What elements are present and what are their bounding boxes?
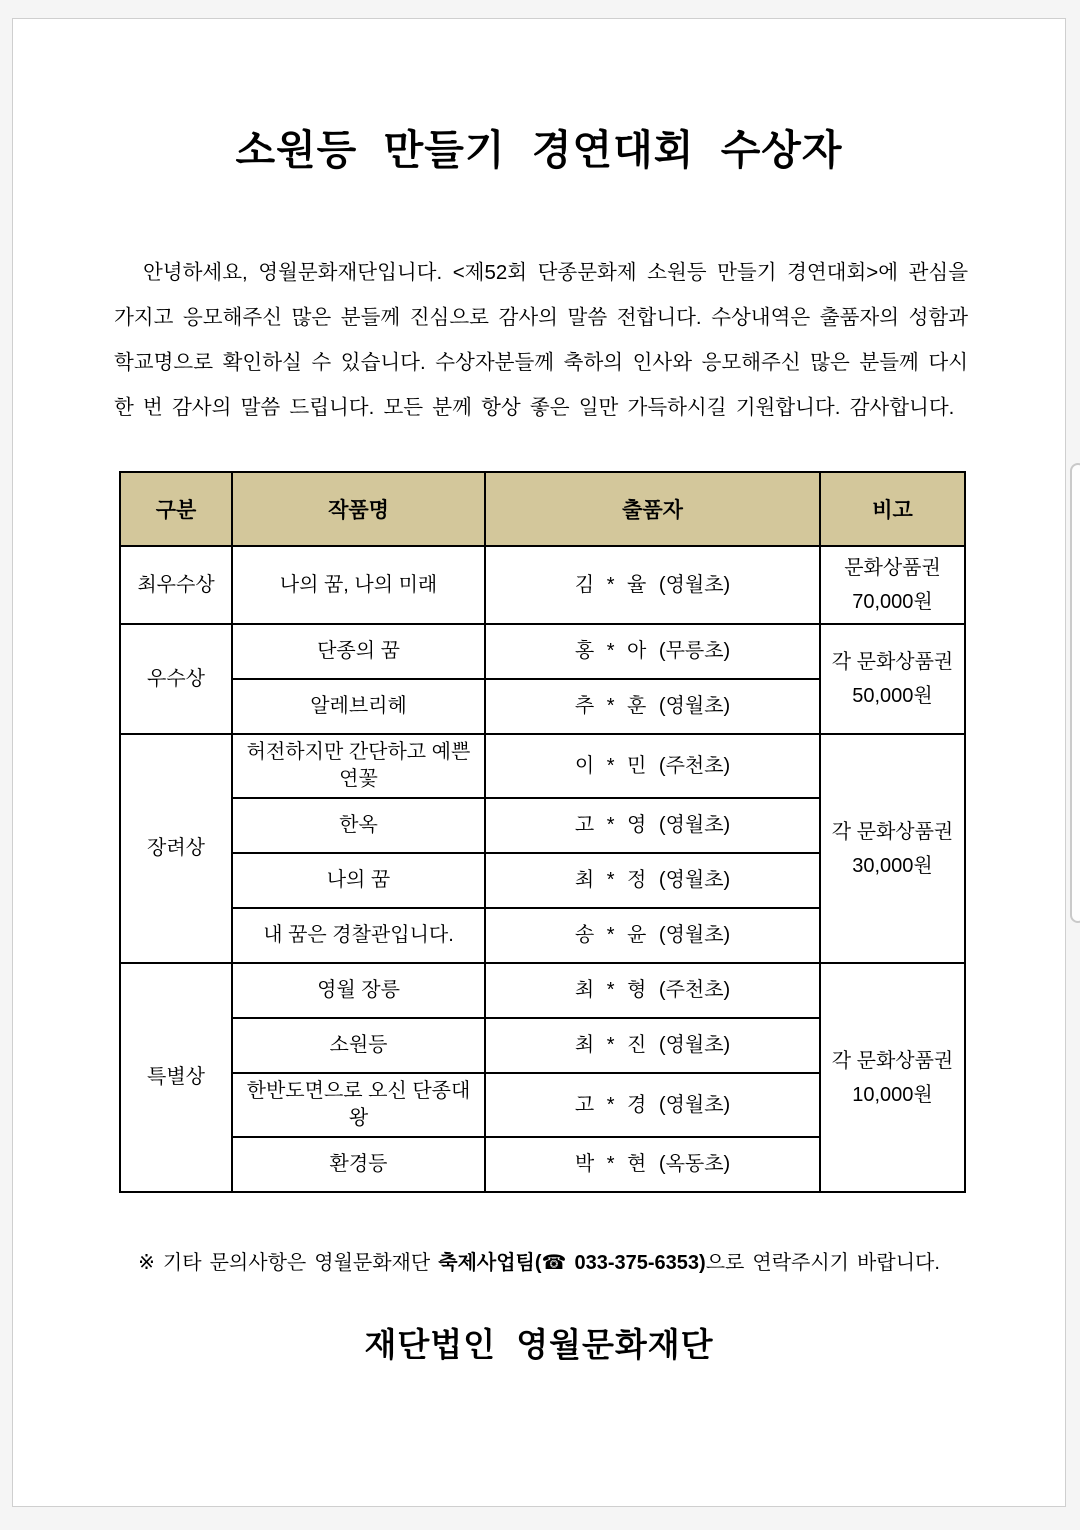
- note-suffix: 으로 연락주시기 바랍니다.: [705, 1252, 940, 1274]
- prize-line: 10,000원: [852, 1083, 933, 1106]
- work-cell: 영월 장릉: [232, 963, 485, 1018]
- entrant-cell: 김 * 율 (영월초): [485, 546, 820, 624]
- work-cell: 소원등: [232, 1018, 485, 1073]
- category-cell: 우수상: [120, 624, 232, 734]
- prize-line: 70,000원: [852, 591, 933, 613]
- entrant-cell: 고 * 영 (영월초): [485, 798, 820, 853]
- organization-name: 재단법인 영월문화재단: [364, 1326, 714, 1363]
- category-cell: 최우수상: [120, 546, 232, 624]
- entrant-cell: 최 * 진 (영월초): [485, 1018, 820, 1073]
- work-cell: 한옥: [232, 798, 485, 853]
- column-header: 비고: [820, 472, 965, 546]
- entrant-cell: 최 * 형 (주천초): [485, 963, 820, 1018]
- work-cell: 내 꿈은 경찰관입니다.: [232, 908, 485, 963]
- intro-paragraph: 안녕하세요, 영월문화재단입니다. <제52회 단종문화제 소원등 만들기 경연대회>에 관심을 가지고 응모해주신 많은 분들께 진심으로 감사의 말씀 전합니다. 수상내역은 출품자의 성함과 학교명으로 확인하실 수 있습니다. 수상자분들께 축하의 인사와 응모해주신 많은 분들께 다시 한 번 감사의 말씀 드립니다. 모든 분께 항상 좋은 일만 가득하시길 기원합니다. 감사합니다.: [114, 261, 968, 419]
- work-cell: 허전하지만 간단하고 예쁜 연꽃: [232, 734, 485, 798]
- prize-line: 각 문화상품권: [831, 651, 954, 673]
- table-head: [120, 472, 965, 546]
- column-header: 구분: [120, 472, 232, 546]
- entrant-cell: 홍 * 아 (무릉초): [485, 624, 820, 679]
- note-contact-bold: 축제사업팀(☎ 033-375-6353): [438, 1252, 706, 1274]
- prize-cell: [820, 546, 965, 624]
- entrant-cell: 추 * 훈 (영월초): [485, 679, 820, 734]
- prize-cell: [820, 734, 965, 963]
- prize-line: 각 문화상품권: [831, 820, 954, 843]
- entrant-cell: 최 * 정 (영월초): [485, 853, 820, 908]
- entrant-cell: 이 * 민 (주천초): [485, 734, 820, 798]
- prize-line: 50,000원: [852, 685, 933, 707]
- entrant-cell: 고 * 경 (영월초): [485, 1073, 820, 1137]
- table-row: [120, 963, 965, 1018]
- prize-line: 30,000원: [852, 854, 933, 877]
- document-page: [12, 18, 1066, 1507]
- header-row: [120, 472, 965, 546]
- table-row: [120, 546, 965, 624]
- scrollbar-track[interactable]: [1066, 0, 1080, 1530]
- work-cell: 나의 꿈: [232, 853, 485, 908]
- column-header: 출품자: [485, 472, 820, 546]
- work-cell: 환경등: [232, 1137, 485, 1192]
- prize-line: 각 문화상품권: [831, 1049, 954, 1072]
- prize-line: 문화상품권: [844, 557, 941, 579]
- table-row: [120, 624, 965, 679]
- work-cell: 알레브리헤: [232, 679, 485, 734]
- entrant-cell: 박 * 현 (옥동초): [485, 1137, 820, 1192]
- note-prefix: ※ 기타 문의사항은 영월문화재단: [138, 1252, 439, 1274]
- category-cell: 특별상: [120, 963, 232, 1192]
- scrollbar-thumb[interactable]: [1070, 463, 1080, 923]
- table-row: [120, 734, 965, 798]
- column-header: 작품명: [232, 472, 485, 546]
- prize-cell: [820, 963, 965, 1192]
- awards-table: [119, 471, 966, 1193]
- category-cell: 장려상: [120, 734, 232, 963]
- document-title: 소원등 만들기 경연대회 수상자: [235, 127, 843, 173]
- prize-cell: [820, 624, 965, 734]
- entrant-cell: 송 * 윤 (영월초): [485, 908, 820, 963]
- work-cell: 한반도면으로 오신 단종대왕: [232, 1073, 485, 1137]
- contact-note: [13, 1246, 1065, 1275]
- work-cell: 단종의 꿈: [232, 624, 485, 679]
- work-cell: 나의 꿈, 나의 미래: [232, 546, 485, 624]
